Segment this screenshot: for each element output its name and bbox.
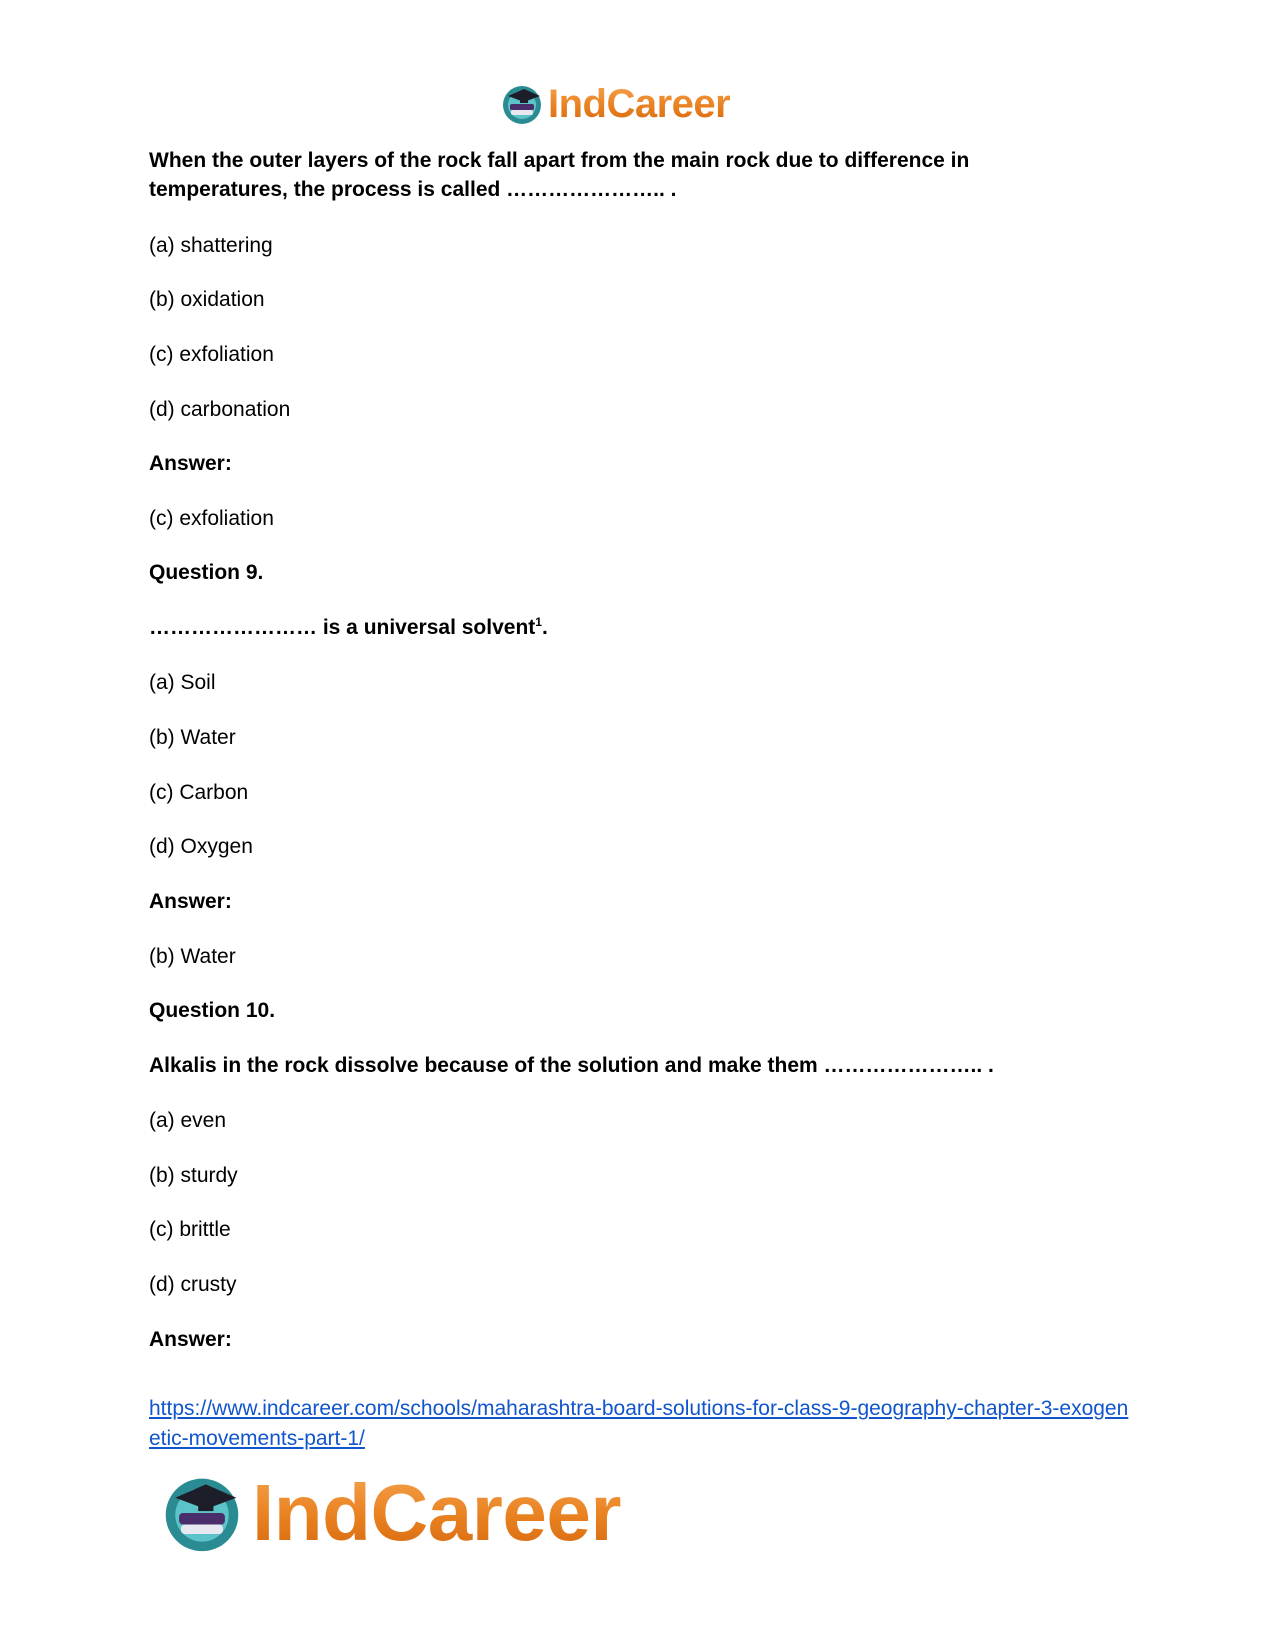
question-8-answer: (c) exfoliation	[149, 507, 274, 530]
source-url-link[interactable]: https://www.indcareer.com/schools/maharashtra-board-solutions-for-class-9-geography-chapter-3-exogenetic-movements-part-1/	[149, 1397, 1129, 1450]
question-9-text	[149, 613, 548, 643]
question-10-text: Alkalis in the rock dissolve because of the solution and make them ………………….. .	[149, 1054, 994, 1077]
question-8-text-line1: When the outer layers of the rock fall apart from the main rock due to difference in	[149, 149, 970, 172]
question-8-option-a: (a) shattering	[149, 234, 273, 257]
brand-wordmark: IndCareer	[548, 81, 731, 126]
question-10-option-a: (a) even	[149, 1109, 227, 1132]
question-10-option-b: (b) sturdy	[149, 1164, 238, 1187]
question-9-option-a: (a) Soil	[149, 671, 216, 694]
question-9-heading: Question 9.	[149, 561, 264, 584]
question-9-stem-end: .	[541, 616, 548, 639]
question-10-option-d: (d) crusty	[149, 1273, 237, 1296]
header-logo	[500, 80, 730, 128]
question-8-option-d: (d) carbonation	[149, 398, 291, 421]
question-10-answer-label: Answer:	[149, 1328, 232, 1351]
footnote-marker: 1	[535, 615, 542, 629]
question-9-option-b: (b) Water	[149, 726, 236, 749]
footer-logo	[160, 1468, 621, 1558]
question-8-answer-label: Answer:	[149, 452, 232, 475]
question-9-answer-label: Answer:	[149, 890, 232, 913]
question-8-option-c: (c) exfoliation	[149, 343, 274, 366]
graduation-globe-icon	[500, 82, 544, 126]
question-10-heading: Question 10.	[149, 999, 276, 1022]
brand-wordmark: IndCareer	[252, 1468, 621, 1557]
graduation-globe-icon	[160, 1471, 244, 1555]
question-9-option-c: (c) Carbon	[149, 781, 249, 804]
question-10-option-c: (c) brittle	[149, 1218, 231, 1241]
question-9-option-d: (d) Oxygen	[149, 835, 253, 858]
question-9-stem: …………………… is a universal solvent	[149, 616, 536, 639]
question-9-answer: (b) Water	[149, 945, 236, 968]
question-8-option-b: (b) oxidation	[149, 288, 265, 311]
question-8-text-line2: temperatures, the process is called ………………….. .	[149, 178, 677, 201]
